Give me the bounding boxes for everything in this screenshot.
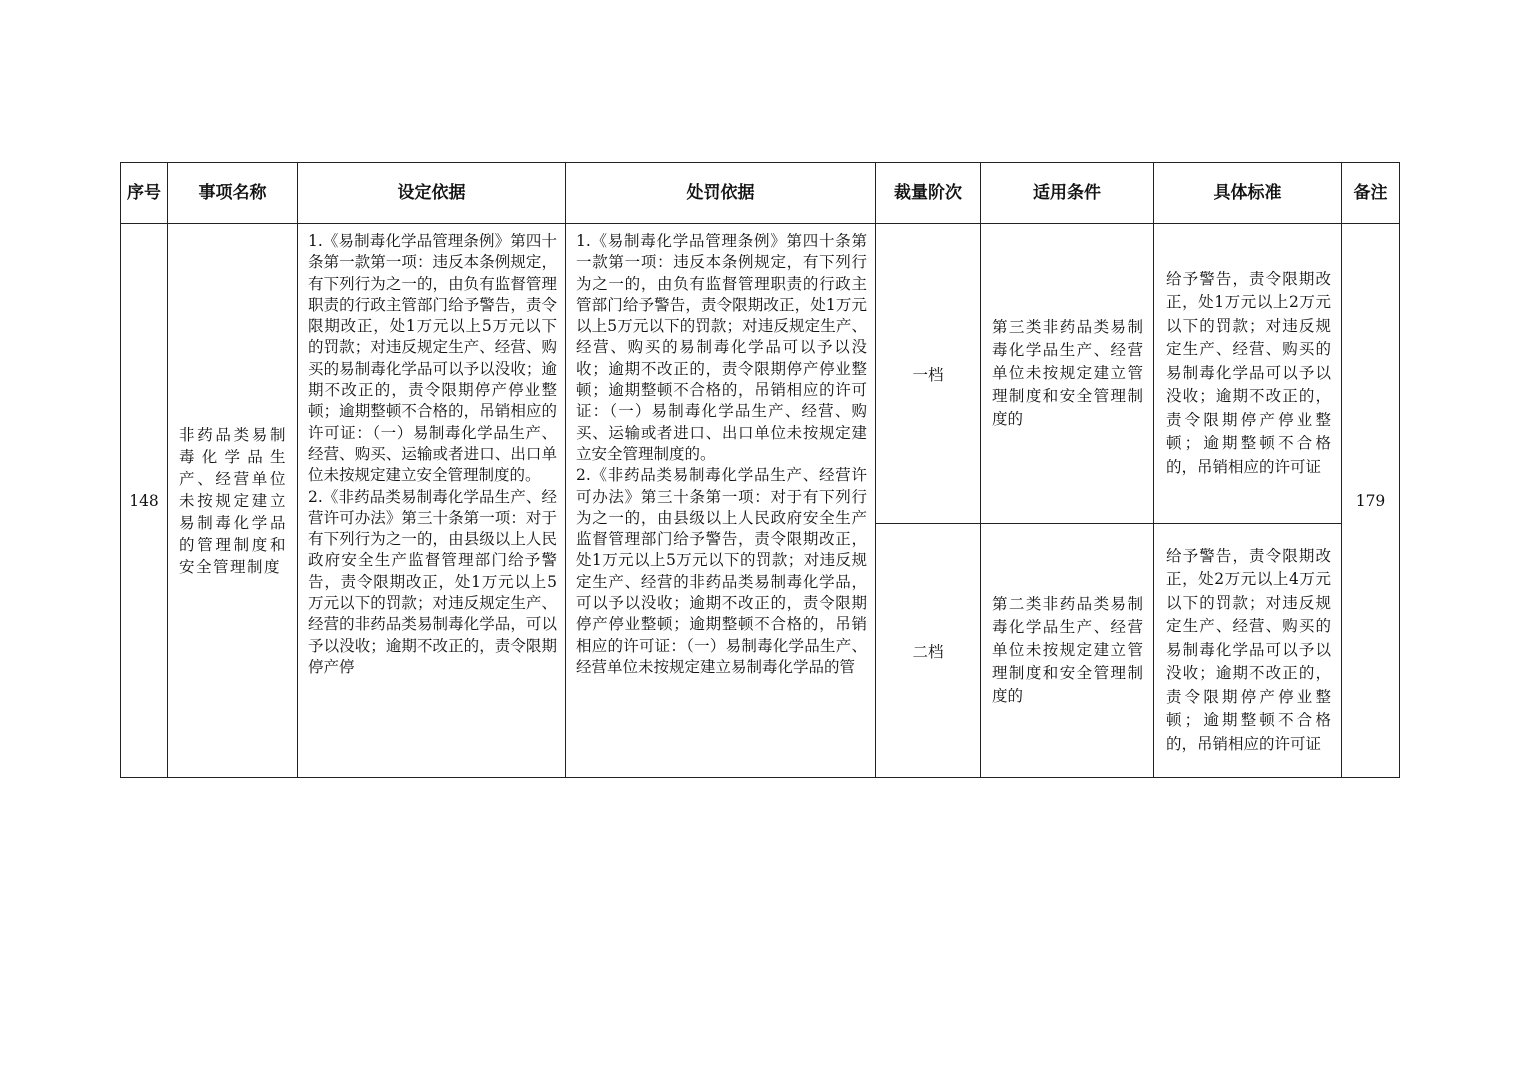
standard-cell-2: 给予警告，责令限期改正，处2万元以上4万元以下的罚款；对违反规定生产、经营、购买的易制毒化学品可以予以没收；逾期不改正的，责令限期停产停业整顿；逾期整顿不合格的，吊销相应的许可证 — [1154, 524, 1342, 778]
header-level: 裁量阶次 — [876, 163, 981, 224]
seq-cell: 148 — [121, 224, 168, 778]
remark-cell: 179 — [1342, 224, 1400, 778]
penalty-basis-cell — [566, 224, 876, 778]
standard-cell-1: 给予警告，责令限期改正，处1万元以上2万元以下的罚款；对违反规定生产、经营、购买的易制毒化学品可以予以没收；逾期不改正的，责令限期停产停业整顿；逾期整顿不合格的，吊销相应的许可证 — [1154, 224, 1342, 524]
header-penalty-basis: 处罚依据 — [566, 163, 876, 224]
condition-cell-1: 第三类非药品类易制毒化学品生产、经营单位未按规定建立管理制度和安全管理制度的 — [981, 224, 1154, 524]
penalty-basis-paragraph-2: 2.《非药品类易制毒化学品生产、经营许可办法》第三十条第一项：对于有下列行为之一的，由县级以上人民政府安全生产监督管理部门给予警告，责令限期改正，处1万元以上5万元以下的罚款；对违反规定生产、经营的非药品类易制毒化学品，可以予以没收；逾期不改正的，责令限期停产停业整顿；逾期整顿不合格的，吊销相应的许可证：（一）易制毒化学品生产、经营单位未按规定建立易制毒化学品的管 — [576, 466, 867, 676]
set-basis-paragraph-2: 2.《非药品类易制毒化学品生产、经营许可办法》第三十条第一项：对于有下列行为之一的，由县级以上人民政府安全生产监督管理部门给予警告，责令限期改正，处1万元以上5万元以下的罚款；对违反规定生产、经营的非药品类易制毒化学品，可以予以没收；逾期不改正的，责令限期停产停 — [308, 487, 557, 676]
table-row — [121, 224, 1400, 524]
level-cell-2: 二档 — [876, 524, 981, 778]
level-cell-1: 一档 — [876, 224, 981, 524]
header-row — [121, 163, 1400, 224]
header-condition: 适用条件 — [981, 163, 1154, 224]
header-seq: 序号 — [121, 163, 168, 224]
penalty-basis-text — [566, 224, 875, 769]
set-basis-text — [298, 224, 565, 769]
condition-cell-2: 第二类非药品类易制毒化学品生产、经营单位未按规定建立管理制度和安全管理制度的 — [981, 524, 1154, 778]
header-set-basis: 设定依据 — [298, 163, 566, 224]
penalty-basis-paragraph-1: 1.《易制毒化学品管理条例》第四十条第一款第一项：违反本条例规定，有下列行为之一的，由负有监督管理职责的行政主管部门给予警告，责令限期改正，处1万元以上5万元以下的罚款；对违反规定生产、经营、购买的易制毒化学品可以予以没收；逾期不改正的，责令限期停产停业整顿；逾期整顿不合格的，吊销相应的许可证：（一）易制毒化学品生产、经营、购买、运输或者进口、出口单位未按规定建立安全管理制度的。 — [576, 232, 867, 463]
set-basis-cell — [298, 224, 566, 778]
header-remark: 备注 — [1342, 163, 1400, 224]
penalty-discretion-table — [120, 162, 1400, 778]
header-item-name: 事项名称 — [168, 163, 298, 224]
item-name-cell: 非药品类易制毒化学品生产、经营单位未按规定建立易制毒化学品的管理制度和安全管理制度 — [168, 224, 298, 778]
set-basis-paragraph-1: 1.《易制毒化学品管理条例》第四十条第一款第一项：违反本条例规定，有下列行为之一的，由负有监督管理职责的行政主管部门给予警告，责令限期改正，处1万元以上5万元以下的罚款；对违反规定生产、经营、购买的易制毒化学品可以予以没收；逾期不改正的，责令限期停产停业整顿；逾期整顿不合格的，吊销相应的许可证：（一）易制毒化学品生产、经营、购买、运输或者进口、出口单位未按规定建立安全管理制度的。 — [308, 232, 557, 485]
header-standard: 具体标准 — [1154, 163, 1342, 224]
